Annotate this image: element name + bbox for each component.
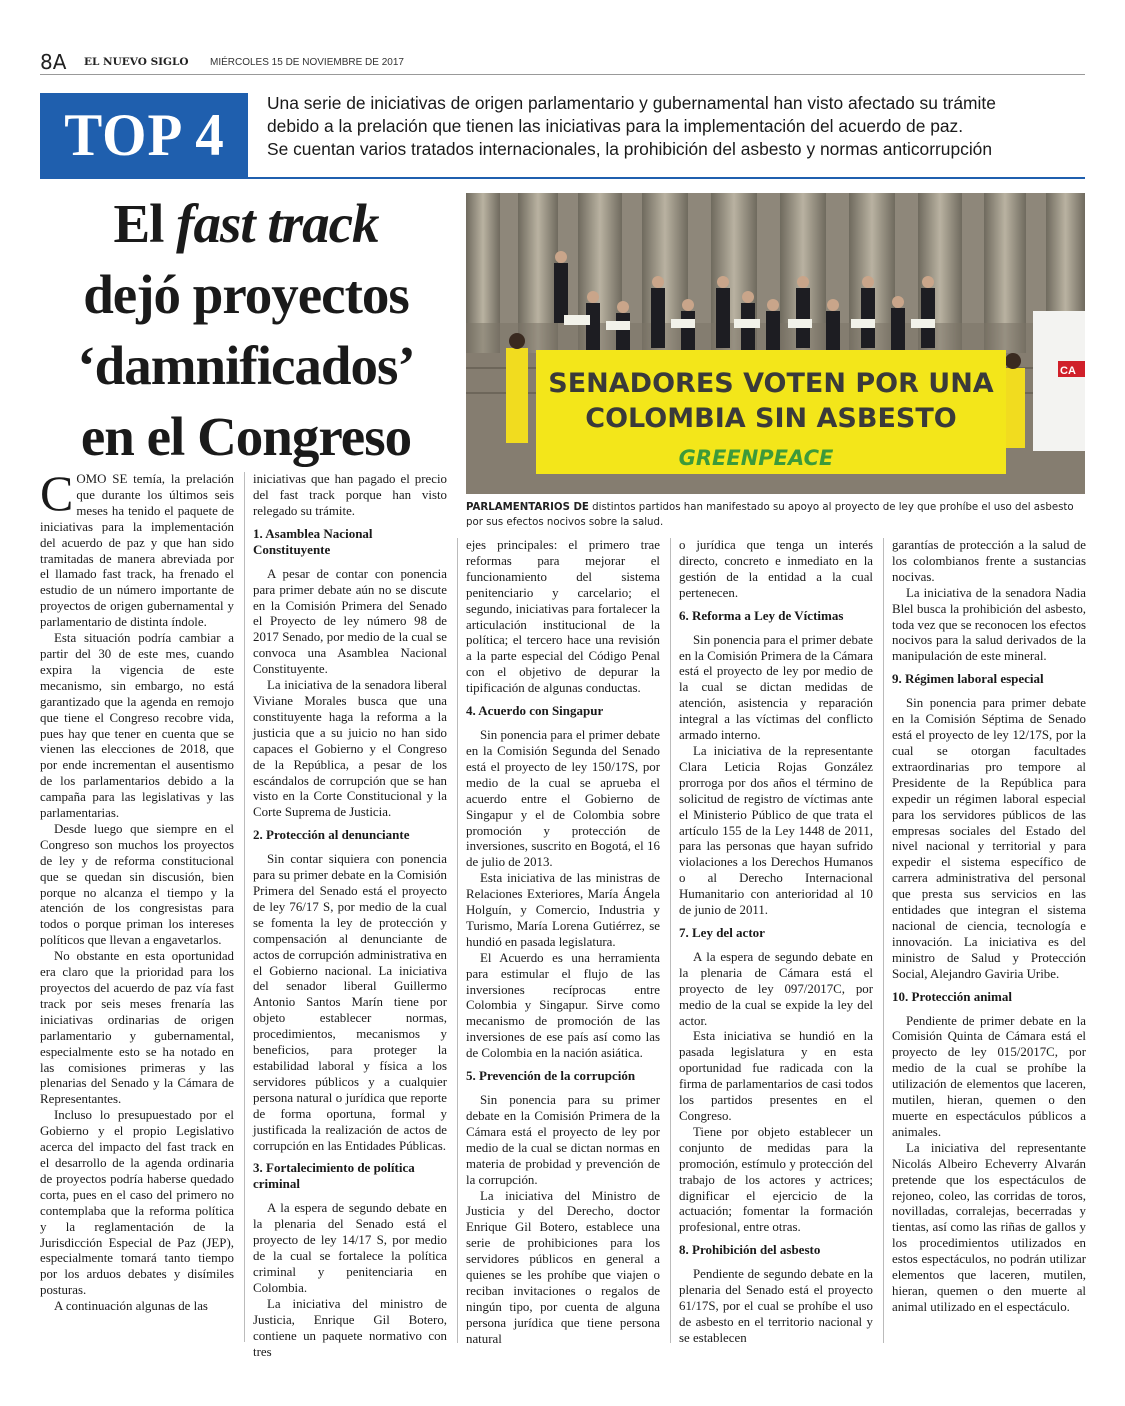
- paragraph: La iniciativa del ministro de Justicia, Enrique Gil Botero, contiene un paquete normativo con tres: [253, 1296, 447, 1359]
- paragraph: La iniciativa del Ministro de Justicia y del Derecho, doctor Enrique Gil Botero, establece una serie de prohibiciones para los servidores públicos en general a quienes se les prohíbe que viajen o reciban invitaciones o regalos de ningún tipo, por cuenta de alguna persona jurídica que tiene persona natural: [466, 1188, 660, 1346]
- caption-lead: PARLAMENTARIOS DE: [466, 502, 589, 513]
- paragraph: La iniciativa de la representante Clara Leticia Rojas González prorroga por dos años el término de solicitud de registro de víctimas ante el Ministerio Público de que trata el artículo 155 de la Ley 1448 de 2011, para las personas que hayan sufrido violaciones a los Derechos Humanos o al Derecho Internacional Humanitario con anterioridad al 10 de junio de 2011.: [679, 743, 873, 918]
- paragraph: La iniciativa de la senadora liberal Viviane Morales busca que una constituyente haga la reforma a la justicia que a su juicio no han sido capaces el Gobierno y el Congreso de la República, a pesar de los escándalos de corrupción que se han visto en la Corte Constitucional y la Corte Suprema de Justicia.: [253, 678, 447, 820]
- subheading: 2. Protección al denunciante: [253, 827, 410, 843]
- section-intro: [267, 92, 1085, 161]
- column-rule: [244, 472, 245, 1342]
- paragraph: A continuación algunas de las: [54, 1299, 208, 1314]
- article-headline: [40, 188, 452, 472]
- subheading: 8. Prohibición del asbesto: [679, 1242, 821, 1258]
- subheading: 7. Ley del actor: [679, 924, 765, 940]
- paragraph: A la espera de segundo debate en la plenaria del Senado está el proyecto de ley 14/17 S, por medio de la cual se fortalece la política criminal y penitenciaria en Colombia.: [253, 1201, 447, 1295]
- article-photo: [466, 193, 1085, 494]
- caption-text: distintos partidos han manifestado su apoyo al proyecto de ley que prohíbe el uso del asbesto por sus efectos nocivos sobre la salud.: [466, 502, 1074, 528]
- paragraph: Sin ponencia para el primer debate en la Comisión Segunda del Senado está el proyecto de ley 150/17S, por medio de la cual se aprueba el acuerdo entre el Gobierno de Singapur y el de Colombia sobre promoción y protección de inversiones, suscrito en Bogotá, el 16 de julio de 2013.: [466, 728, 660, 870]
- paragraph: Sin ponencia para su primer debate en la Comisión Primera de la Cámara está el proyecto de ley por medio de la cual se dictan normas en materia de probidad y prevención de la corrupción.: [466, 1093, 660, 1187]
- paragraph: iniciativas que han pagado el precio del fast track porque han visto relegado su trámite.: [253, 472, 447, 518]
- paragraph-text: OMO SE temía, la prelación que durante los últimos seis meses ha tenido el paquete de iniciativas para la implementación del acuerdo de paz y que han sido tramitadas de manera abreviada por el llamado fast track, ha frenado el estudio de un número importante de proyectos de origen gubernamental y parlamentario de distinta índole.: [40, 472, 234, 630]
- drop-cap: C: [40, 465, 74, 521]
- paragraph: Esta iniciativa se hundió en la pasada legislatura y en esta oportunidad fue radicada con la firma de parlamentarios de casi todos los partidos presentes en el Congreso.: [679, 1029, 873, 1123]
- paragraph: garantías de protección a la salud de los colombianos frente a sustancias nocivas.: [892, 538, 1086, 584]
- photo-caption: [466, 500, 1085, 530]
- article-column-1: [40, 465, 234, 1315]
- intro-line: Una serie de iniciativas de origen parlamentario y gubernamental han visto afectado su trámite: [267, 93, 996, 113]
- page-folio: [40, 50, 1085, 75]
- column-rule: [883, 538, 884, 1343]
- paragraph: o jurídica que tenga un interés directo, concreto e inmediato en la gestión de la entidad a la cual pertenecen.: [679, 538, 873, 600]
- headline-italic: fast track: [176, 193, 379, 254]
- paragraph: Desde luego que siempre en el Congreso son muchos los proyectos de ley y de reforma constitucional que se quedan sin discusión, bien porque no alcanza el tiempo y la atención de los congresistas para todos o porque priman los intereses políticos que llevan a engavetarlos.: [40, 821, 234, 948]
- subheading: 10. Protección animal: [892, 988, 1012, 1004]
- intro-line: Se cuentan varios tratados internacionales, la prohibición del asbesto y normas anticorrupción: [267, 139, 993, 159]
- article-column-4: [679, 538, 873, 1347]
- paragraph: Tiene por objeto establecer un conjunto de medidas para la promoción, estímulo y protección del trabajo de los actores y actrices; dignificar el ejercicio de la actuación; fomentar la formación profesional, entre otras.: [679, 1124, 873, 1235]
- sign-text: CA: [1060, 365, 1076, 377]
- subheading: 9. Régimen laboral especial: [892, 671, 1044, 687]
- intro-line: debido a la prelación que tienen las iniciativas para la implementación del acuerdo de paz.: [267, 116, 964, 136]
- article-column-2: [253, 472, 447, 1361]
- paragraph: No obstante en esta oportunidad era claro que la prioridad para los proyectos del acuerdo de paz vía fast track por seis meses frenaría las iniciativas ordinarias de origen parlamentario y gubernamental, especialmente esto se ha notado en las comisiones primeras y las plenarias del Senado y la Cámara de Representantes.: [40, 949, 234, 1107]
- paragraph: El Acuerdo es una herramienta para estimular el flujo de las inversiones recíprocas entre Colombia y Singapur. Sirve como mecanismo de promoción de las inversiones de ese país así como las de Colombia en la nación asiática.: [466, 950, 660, 1061]
- paragraph: A pesar de contar con ponencia para primer debate aún no se discute en la Comisión Primera del Senado el Proyecto de ley número 98 de 2017 Senado, por medio de la cual se convoca una Asamblea Nacional Constituyente.: [253, 566, 447, 677]
- section-rule: [40, 177, 1085, 179]
- photo-illustration: [466, 193, 1085, 494]
- banner-line-1: SENADORES VOTEN POR UNA: [548, 368, 994, 399]
- article-column-3: [466, 538, 660, 1348]
- paragraph: Esta situación podría cambiar a partir del 30 de este mes, cuando expira la vigencia de este mecanismo, sin embargo, no está garantizado que la agenda en remojo que tiene el Congreso recobre vida, pues hay que tener en cuenta que se vienen las elecciones de 2018, que por ende incrementan el ausentismo de los parlamentarios debido a la campaña para las legislativas y las parlamentarias.: [40, 631, 234, 821]
- paragraph: Esta iniciativa de las ministras de Relaciones Exteriores, María Ángela Holguín, y Comercio, Industria y Turismo, María Lorena Gutiérrez, se hundió en pasada legislatura.: [466, 871, 660, 949]
- subheading: 4. Acuerdo con Singapur: [466, 703, 604, 719]
- subheading: 6. Reforma a Ley de Víctimas: [679, 607, 844, 623]
- paragraph: [40, 465, 234, 631]
- paragraph: Pendiente de primer debate en la Comisión Quinta de Cámara está el proyecto de ley 015/2017C, por medio de la cual se prohíbe la utilización de elementos que laceren, mutilen, hieran, quemen o den muerte en espectáculos públicos a animales.: [892, 1013, 1086, 1139]
- section-badge-label: TOP 4: [63, 102, 225, 168]
- article-column-5: [892, 538, 1086, 1316]
- paragraph: Pendiente de segundo debate en la plenaria del Senado está el proyecto 61/17S, por el cual se prohíbe el uso de asbesto en el territorio nacional y se establecen: [679, 1267, 873, 1345]
- page-number: 8A: [40, 50, 67, 74]
- paragraph: Sin ponencia para el primer debate en la Comisión Primera de la Cámara está el proyecto de ley por medio de la cual se dictan medidas de atención, asistencia y reparación integral a las víctimas del conflicto armado interno.: [679, 632, 873, 743]
- paragraph: ejes principales: el primero trae reformas para mejorar el funcionamiento del sistema penitenciario y carcelario; el segundo, iniciativas para fortalecer la articulación institucional de la política; el tercero hace una revisión a la parte especial del Código Penal con el objetivo de depurar la tipificación de algunas conductas.: [466, 538, 660, 696]
- paragraph: La iniciativa de la senadora Nadia Blel busca la prohibición del asbesto, toda vez que se reconocen los efectos nocivos para la salud derivados de la manipulación de este mineral.: [892, 585, 1086, 664]
- paragraph: Sin contar siquiera con ponencia para su primer debate en la Comisión Primera del Senado está el proyecto de ley 76/17 S, por medio de la cual se fomenta la ley de protección y compensación al denunciante de actos de corrupción administrativa en el Gobierno nacional. La iniciativa del senador liberal Guillermo Antonio Santos Marín tiene por objeto establecer normas, procedimientos, mecanismos y beneficios, para proteger la estabilidad laboral y física a los servidores públicos y a cualquier persona natural o jurídica que reporte de forma oportuna, formal y justificada la realización de actos de corrupción en las Entidades Públicas.: [253, 852, 447, 1153]
- column-rule: [670, 538, 671, 1343]
- section-badge: [40, 93, 248, 177]
- headline-line-2: dejó proyectos: [83, 264, 409, 325]
- paragraph: La iniciativa del representante Nicolás Albeiro Echeverry Alvarán pretende que los espectáculos de rejoneo, coleo, las corridas de toros, novilladas, corralejas, becerradas y tientas, así como las riñas de gallos y los procedimientos utilizados en estos espectáculos, no podrán utilizar elementos que laceren, mutilen, hieran, quemen o den muerte al animal utilizado en el espectáculo.: [892, 1140, 1086, 1314]
- column-rule: [457, 538, 458, 1343]
- headline-line-1: [40, 188, 452, 259]
- paragraph: Incluso lo presupuestado por el Gobierno y el propio Legislativo acerca del impacto del fast track en el desarrollo de la agenda ordinaria de proyectos podría haberse quedado corta, pues en el caso del primero no contemplaba que la reforma política y la reglamentación de la Jurisdicción Especial de Paz (JEP), especialmente tomará tanto tiempo por los arduos debates y disímiles posturas.: [40, 1108, 234, 1298]
- paragraph: Sin ponencia para primer debate en la Comisión Séptima de Senado está el proyecto de ley 12/17S, por la cual se otorgan facultades extraordinarias pro tempore al Presidente de la República para expedir un régimen laboral especial para los servidores públicos de las empresas sociales del Estado del nivel nacional y territorial y para expedir el sistema específico de carrera administrativa del personal que presta sus servicios en las entidades que integran el sistema nacional de ciencia, tecnología e innovación. La iniciativa es del ministro de Salud y Protección Social, Alejandro Gaviria Uribe.: [892, 696, 1086, 981]
- banner-line-2: COLOMBIA SIN ASBESTO: [585, 403, 957, 434]
- subheading: 3. Fortalecimiento de política criminal: [253, 1160, 415, 1192]
- newspaper-name: EL NUEVO SIGLO: [84, 56, 189, 68]
- headline-line-3: ‘damnificados’: [77, 335, 415, 396]
- subheading: 5. Prevención de la corrupción: [466, 1068, 636, 1084]
- paragraph: A la espera de segundo debate en la plenaria de Cámara está el proyecto de ley 097/2017C, por medio de la cual se expide la ley del actor.: [679, 949, 873, 1028]
- headline-line-4: en el Congreso: [80, 406, 412, 467]
- headline-text: El: [113, 193, 177, 254]
- subheading: 1. Asamblea Nacional Constituyente: [253, 525, 373, 557]
- edition-date: MIÉRCOLES 15 DE NOVIEMBRE DE 2017: [210, 57, 404, 68]
- banner-brand: GREENPEACE: [678, 446, 834, 470]
